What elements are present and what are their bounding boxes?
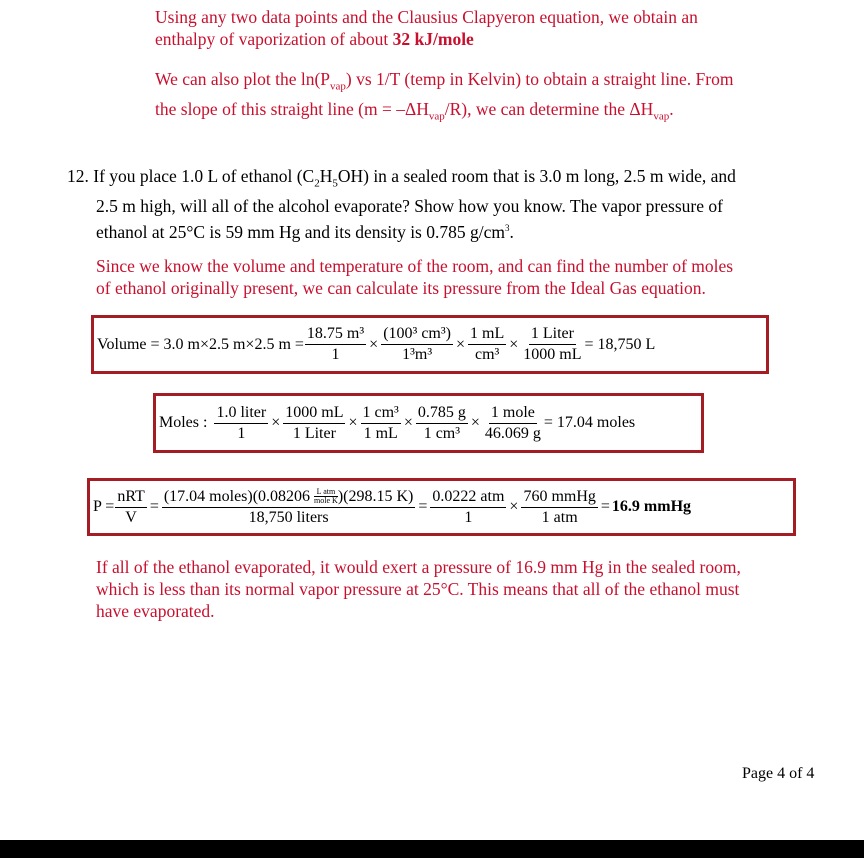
t: L atm — [314, 488, 338, 497]
denominator: cm³ — [474, 346, 500, 363]
text: We can also plot the ln(P — [155, 69, 331, 89]
t: ethanol at 25°C is 59 mm Hg and its density is 0.785 g/cm — [96, 221, 505, 242]
text: ) vs 1/T (temp in Kelvin) to obtain a straight line. From — [345, 69, 734, 89]
line: have evaporated. — [96, 601, 215, 621]
line: of ethanol originally present, we can calculate its pressure from the Ideal Gas equation. — [96, 278, 706, 298]
page-number: Page 4 of 4 — [742, 765, 815, 782]
fraction — [416, 403, 468, 444]
fraction — [283, 403, 345, 444]
numerator: 1.0 liter — [214, 403, 268, 424]
denominator: 46.069 g — [484, 424, 541, 442]
fraction — [305, 324, 366, 365]
line: Since we know the volume and temperature of the room, and can find the number of moles — [96, 256, 734, 276]
result: 16.9 mmHg — [611, 498, 692, 515]
line — [67, 217, 736, 243]
numerator: 1 cm³ — [361, 403, 401, 424]
question-12 — [67, 165, 736, 242]
intro-paragraph — [155, 6, 698, 50]
enthalpy-value: 32 kJ/mole — [392, 29, 474, 49]
denominator: 1 Liter — [292, 424, 336, 442]
numerator: 0.785 g — [416, 403, 468, 424]
fraction — [162, 487, 416, 528]
denominator: 1000 mL — [523, 346, 582, 363]
numerator: nRT — [115, 487, 146, 508]
pressure-equation: P = $\frac{\text{nRT}}{V}$ = (17.04 moles)(0.08206 L atm mole K )(298.15 K) 18,750 liters = $\frac{\text{0.0222 atm}}{1}$ × $\frac{\text{760 mmHg}}{\text{1 atm}}$ = 16.9 mmHg — [87, 478, 796, 536]
intro-line — [155, 28, 698, 50]
line — [67, 165, 736, 195]
denominator: 1³m³ — [402, 346, 433, 363]
t: (17.04 moles)(0.08206 — [163, 487, 315, 505]
fraction — [115, 487, 146, 528]
t: 5 — [332, 177, 338, 190]
unit-fraction — [314, 488, 338, 505]
numerator: 1 Liter — [529, 324, 576, 345]
numerator: 0.0222 atm — [430, 487, 506, 508]
denominator: 1 atm — [541, 508, 578, 526]
sub: vap — [428, 110, 445, 122]
t: 2 — [314, 177, 320, 190]
denominator: 18,750 liters — [248, 508, 329, 526]
t: OH) in a sealed room that is 3.0 m long, 2.5 m wide, and — [337, 166, 736, 186]
line — [155, 68, 733, 98]
text: the slope of this straight line (m = –ΔH — [155, 98, 429, 119]
sub: vap — [330, 80, 346, 93]
t: )(298.15 K) — [337, 487, 414, 505]
line: which is less than its normal vapor pressure at 25°C. This means that all of the ethanol must — [96, 579, 740, 599]
result: = 18,750 L — [584, 335, 656, 353]
fraction — [521, 324, 583, 365]
text: . — [669, 98, 674, 119]
denominator: 1 — [331, 346, 340, 363]
numerator: 1000 mL — [283, 403, 345, 424]
denominator: 1 mL — [363, 424, 398, 442]
lhs: Volume = 3.0 m×2.5 m×2.5 m = — [97, 335, 304, 353]
text: /R), we can determine the ΔH — [444, 98, 654, 119]
fraction — [521, 487, 597, 528]
t: . — [509, 221, 514, 242]
text: enthalpy of vaporization of about — [155, 29, 393, 49]
denominator: 1 — [237, 424, 246, 442]
line: If all of the ethanol evaporated, it would exert a pressure of 16.9 mm Hg in the sealed room, — [96, 557, 741, 577]
answer-intro — [96, 255, 733, 299]
conclusion — [96, 556, 741, 622]
line — [155, 98, 733, 128]
fraction — [381, 324, 453, 365]
fraction — [483, 403, 543, 444]
volume-equation: Volume = 3.0 m×2.5 m×2.5 m = $\frac{\text{18.75 m³}}{1}$ × $\frac{\text{(100³ cm³)}}{\text{1³m³}}$ × $\frac{1 mL}{\text{cm³}}$ × $\frac{\text{1 Liter}}{1000 mL}$ = 18,750 L — [91, 315, 769, 374]
lhs: Moles : — [159, 414, 208, 431]
numerator: 1 mole — [489, 403, 537, 424]
plot-paragraph — [155, 68, 733, 127]
fraction — [214, 403, 268, 444]
bottom-bar — [0, 840, 864, 858]
t: 12. If you place 1.0 L of ethanol (C — [67, 166, 315, 186]
numerator: 18.75 m³ — [305, 324, 366, 345]
intro-line: Using any two data points and the Clausius Clapyeron equation, we obtain an — [155, 7, 698, 27]
lhs: P = — [93, 498, 115, 515]
fraction — [361, 403, 401, 444]
numerator: (100³ cm³) — [381, 324, 453, 345]
t: H — [319, 166, 333, 186]
fraction — [468, 324, 506, 365]
sub: vap — [653, 110, 670, 122]
denominator: 1 — [464, 508, 473, 526]
line: 2.5 m high, will all of the alcohol evaporate? Show how you know. The vapor pressure of — [96, 195, 723, 216]
numerator — [162, 487, 416, 508]
denominator: V — [125, 508, 137, 526]
result: = 17.04 moles — [543, 414, 636, 431]
numerator: 760 mmHg — [521, 487, 597, 508]
moles-equation: Moles : $\frac{\text{1.0 liter}}{1}$ × $\frac{1000 mL}{\text{1 Liter}}$ × $\frac{\text{1 cm³}}{1 mL}$ × $\frac{0.785 g}{\text{1 cm³}}$ × $\frac{\text{1 mole}}{46.069 g}$ = 17.04 moles — [153, 393, 704, 453]
numerator: 1 mL — [468, 324, 506, 345]
t: mole K — [314, 496, 338, 506]
denominator: 1 cm³ — [423, 424, 461, 442]
t: 3 — [505, 222, 510, 233]
fraction — [430, 487, 506, 528]
